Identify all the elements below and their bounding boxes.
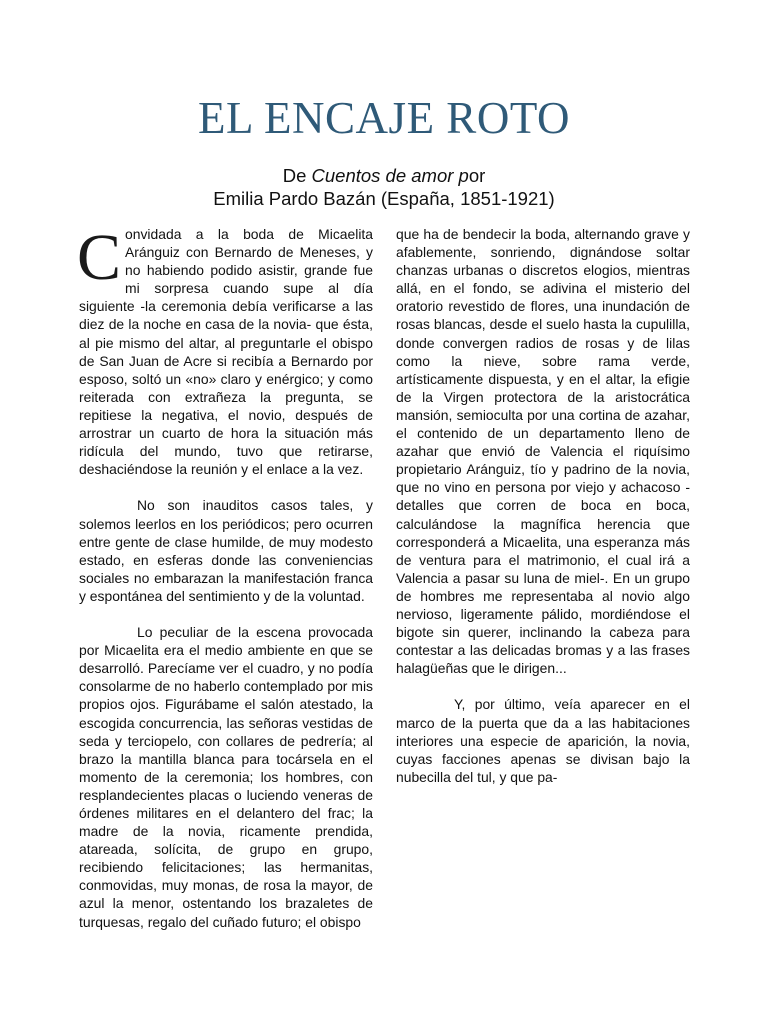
paragraph-3-continued: que ha de bendecir la boda, alternando grave y afablemente, sonriendo, dignándose soltar chanzas urbanas o discretos elogios, mientras allá, en el fondo, se adivina el misterio del oratorio revestido de flores, una inundación de rosas blancas, desde el suelo hasta la cupulilla, donde convergen radios de rosas y de lilas como la nieve, sobre rama verde, artísticamente dispuesta, y en el altar, la efigie de la Virgen protectora de la aristocrática mansión, semioculta por una cortina de azahar, el contenido de un departamento lleno de azahar que envió de Valencia el riquísimo propietario Aránguiz, tío y padrino de la novia, que no vino en persona por viejo y achacoso -detalles que corren de boca en boca, calculándose la magnífica herencia que corresponderá a Micaelita, una esperanza más de ventura para el matrimonio, el cual irá a Valencia a pasar su luna de miel-. En un grupo de hombres me representaba al novio algo nervioso, ligeramente pálido, mordiéndose el bigote sin querer, inclinando la cabeza para contestar a las delicadas bromas y a las frases halagüeñas que le dirigen... bbox=[396, 226, 690, 677]
paragraph-1-text: onvidada a la boda de Micaelita Aránguiz con Bernardo de Meneses, y no habiendo podido asistir, grande fue mi sorpresa cuando supe al día siguiente -la ceremonia debía verificarse a las diez de la noche en casa de la novia- que ésta, al pie mismo del altar, al preguntarle el obispo de San Juan de Acre si recibía a Bernardo por esposo, soltó un «no» claro y enérgico; y como reiterada con extrañeza la pregunta, se repitiese la negativa, el novio, después de arrostrar un cuarto de hora la situación más ridícula del mundo, tuvo que retirarse, deshaciéndose la reunión y el enlace a la vez. bbox=[79, 226, 373, 478]
paragraph-4: Y, por último, veía aparecer en el marco de la puerta que da a las habitaciones interiores una especie de aparición, la novia, cuyas facciones apenas se divisan bajo la nubecilla del tul, y que pa- bbox=[396, 696, 690, 785]
paragraph-1 bbox=[77, 221, 373, 478]
text-column-left bbox=[77, 221, 373, 949]
source-suffix: or bbox=[468, 165, 486, 186]
text-column-right bbox=[396, 225, 690, 804]
paragraph-2: No son inauditos casos tales, y solemos leerlos en los periódicos; pero ocurren entre gente de clase humilde, de muy modesto estado, en esferas donde las conveniencias sociales no embarazan la manifestación franca y espontánea del sentimiento y de la voluntad. bbox=[79, 497, 373, 604]
author-line: Emilia Pardo Bazán (España, 1851-1921) bbox=[213, 188, 555, 209]
book-title: Cuentos de amor p bbox=[311, 165, 469, 186]
source-prefix: De bbox=[282, 165, 312, 186]
paragraph-3: Lo peculiar de la escena provocada por Micaelita era el medio ambiente en que se desarrolló. Parecíame ver el cuadro, y no podía consolarme de no haberlo contemplado por mis propios ojos. Figurábame el salón atestado, la escogida concurrencia, las señoras vestidas de seda y terciopelo, con collares de pedrería; al brazo la mantilla blanca para tocársela en el momento de la ceremonia; los hombres, con resplandecientes placas o luciendo veneras de órdenes militares en el delantero del frac; la madre de la novia, ricamente prendida, atareada, solícita, de grupo en grupo, recibiendo felicitaciones; las hermanitas, conmovidas, muy monas, de rosa la mayor, de azul la menor, ostentando los brazaletes de turquesas, regalo del cuñado futuro; el obispo bbox=[79, 624, 373, 930]
article-title: EL ENCAJE ROTO bbox=[198, 93, 570, 143]
source-line bbox=[0, 164, 768, 187]
drop-cap: C bbox=[77, 221, 122, 294]
subtitle bbox=[0, 164, 768, 210]
